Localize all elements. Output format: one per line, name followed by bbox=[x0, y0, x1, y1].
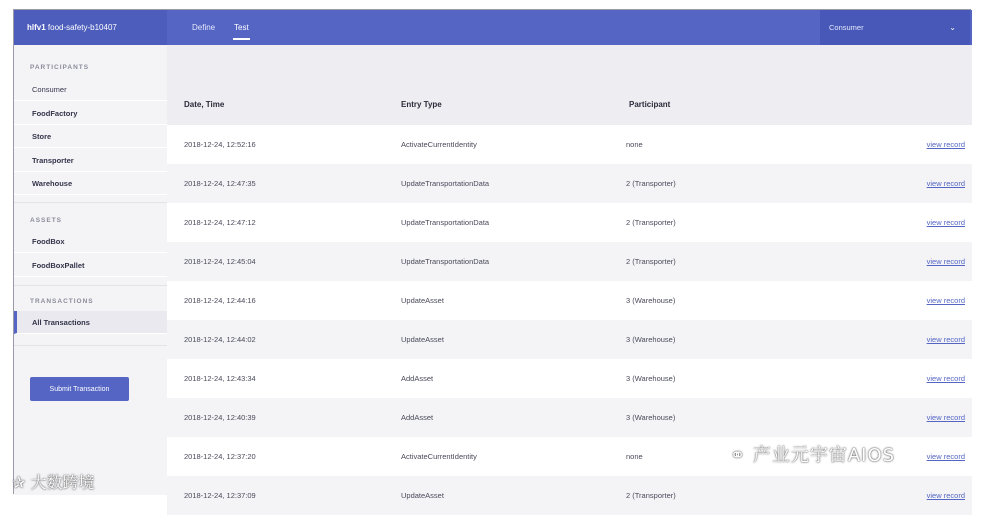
cell-entry-type: UpdateAsset bbox=[401, 491, 444, 500]
sidebar-item-warehouse[interactable]: Warehouse bbox=[14, 172, 167, 195]
cell-entry-type: ActivateCurrentIdentity bbox=[401, 140, 477, 149]
column-header-entry-type: Entry Type bbox=[401, 100, 442, 109]
sidebar-item-consumer[interactable]: Consumer bbox=[14, 78, 167, 101]
tab-define[interactable]: Define bbox=[192, 23, 216, 32]
cell-entry-type: UpdateAsset bbox=[401, 296, 444, 305]
cell-entry-type: AddAsset bbox=[401, 374, 434, 383]
tab-test[interactable]: Test bbox=[234, 10, 249, 45]
view-record-link[interactable]: view record bbox=[926, 413, 965, 422]
view-record-link[interactable]: view record bbox=[926, 491, 965, 500]
transactions-table bbox=[167, 45, 972, 500]
cell-datetime: 2018-12-24, 12:40:39 bbox=[184, 413, 256, 422]
cell-datetime: 2018-12-24, 12:37:09 bbox=[184, 491, 256, 500]
view-record-link[interactable]: view record bbox=[926, 452, 965, 461]
cell-datetime: 2018-12-24, 12:52:16 bbox=[184, 140, 256, 149]
app-title bbox=[14, 10, 167, 45]
cell-datetime: 2018-12-24, 12:37:20 bbox=[184, 452, 256, 461]
sidebar-item-store[interactable]: Store bbox=[14, 125, 167, 148]
view-record-link[interactable]: view record bbox=[926, 140, 965, 149]
cell-participant: 2 (Transporter) bbox=[626, 179, 676, 188]
cell-datetime: 2018-12-24, 12:44:02 bbox=[184, 335, 256, 344]
network-name: food-safety-b10407 bbox=[47, 23, 117, 32]
cell-datetime: 2018-12-24, 12:47:12 bbox=[184, 218, 256, 227]
sidebar-divider bbox=[14, 345, 167, 346]
column-header-participant: Participant bbox=[629, 100, 671, 109]
wechat-logo-icon: ⚭ bbox=[730, 445, 747, 466]
cell-participant: none bbox=[626, 140, 643, 149]
table-row bbox=[167, 398, 972, 437]
view-record-link[interactable]: view record bbox=[926, 179, 965, 188]
table-row bbox=[167, 203, 972, 242]
table-row bbox=[167, 281, 972, 320]
sidebar-item-foodbox[interactable]: FoodBox bbox=[14, 230, 167, 253]
view-record-link[interactable]: view record bbox=[926, 218, 965, 227]
table-row bbox=[167, 320, 972, 359]
top-bar bbox=[14, 10, 972, 45]
cell-datetime: 2018-12-24, 12:43:34 bbox=[184, 374, 256, 383]
cell-entry-type: ActivateCurrentIdentity bbox=[401, 452, 477, 461]
sidebar-item-transporter[interactable]: Transporter bbox=[14, 149, 167, 172]
assets-heading: ASSETS bbox=[30, 217, 63, 224]
identity-label: Consumer bbox=[829, 23, 864, 32]
table-row bbox=[167, 359, 972, 398]
table-row bbox=[167, 476, 972, 515]
watermark-left bbox=[12, 470, 95, 493]
cell-entry-type: UpdateTransportationData bbox=[401, 179, 490, 188]
view-record-link[interactable]: view record bbox=[926, 296, 965, 305]
column-header-datetime: Date, Time bbox=[184, 100, 225, 109]
watermark-right bbox=[730, 441, 895, 467]
cell-participant: 2 (Transporter) bbox=[626, 257, 676, 266]
cell-entry-type: UpdateTransportationData bbox=[401, 257, 490, 266]
view-record-link[interactable]: view record bbox=[926, 257, 965, 266]
sidebar-divider bbox=[14, 202, 167, 203]
cell-participant: 3 (Warehouse) bbox=[626, 413, 676, 422]
chevron-down-icon: ⌄ bbox=[949, 23, 956, 32]
sidebar-item-foodfactory[interactable]: FoodFactory bbox=[14, 102, 167, 125]
cell-datetime: 2018-12-24, 12:47:35 bbox=[184, 179, 256, 188]
watermark-right-text: 产业元宇宙AIOS bbox=[752, 445, 896, 466]
watermark-left-text: 大数跨境 bbox=[30, 473, 95, 492]
view-record-link[interactable]: view record bbox=[926, 374, 965, 383]
table-row bbox=[167, 125, 972, 164]
cell-participant: 2 (Transporter) bbox=[626, 218, 676, 227]
participants-heading: PARTICIPANTS bbox=[30, 64, 90, 71]
app-window bbox=[13, 9, 971, 500]
submit-transaction-button[interactable]: Submit Transaction bbox=[30, 377, 129, 401]
table-row bbox=[167, 242, 972, 281]
cell-participant: none bbox=[626, 452, 643, 461]
app-name: hlfv1 bbox=[27, 23, 46, 32]
sidebar-divider bbox=[14, 285, 167, 286]
cell-participant: 2 (Transporter) bbox=[626, 491, 676, 500]
sidebar-item-foodboxpallet[interactable]: FoodBoxPallet bbox=[14, 254, 167, 277]
sidebar bbox=[14, 45, 167, 495]
cell-participant: 3 (Warehouse) bbox=[626, 296, 676, 305]
cell-datetime: 2018-12-24, 12:44:16 bbox=[184, 296, 256, 305]
sidebar-item-all-transactions[interactable]: All Transactions bbox=[14, 311, 167, 334]
cell-participant: 3 (Warehouse) bbox=[626, 335, 676, 344]
view-record-link[interactable]: view record bbox=[926, 335, 965, 344]
table-row bbox=[167, 164, 972, 203]
cell-datetime: 2018-12-24, 12:45:04 bbox=[184, 257, 256, 266]
table-header bbox=[167, 45, 972, 125]
cell-entry-type: UpdateTransportationData bbox=[401, 218, 490, 227]
brand-logo-icon: ✰ bbox=[12, 473, 26, 492]
transactions-heading: TRANSACTIONS bbox=[30, 298, 94, 305]
cell-participant: 3 (Warehouse) bbox=[626, 374, 676, 383]
identity-dropdown[interactable] bbox=[820, 10, 970, 45]
cell-entry-type: UpdateAsset bbox=[401, 335, 444, 344]
cell-entry-type: AddAsset bbox=[401, 413, 434, 422]
